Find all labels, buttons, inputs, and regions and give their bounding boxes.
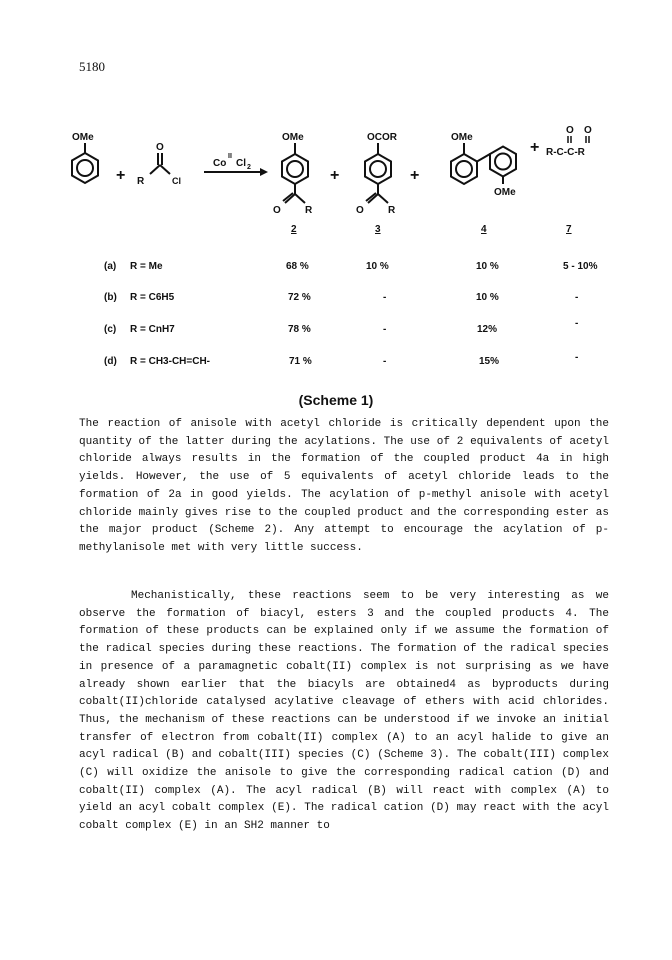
product-7-double-bonds [568,136,589,143]
product-3-ocor-label: OCOR [367,132,397,143]
row-b-yield-7: - [575,292,579,303]
anisole-structure [72,143,98,183]
product-2-ome-label: OMe [282,132,304,143]
product-7-number: 7 [566,224,572,235]
product-2-r: R [305,205,313,216]
product-3-oxygen: O [356,205,364,216]
reaction-scheme [0,0,672,410]
paragraph-2-text: Mechanistically, these reactions seem to be very interesting as we observe the formation of biacyl, esters 3 and the coupled products 4. The formation of these products can be explained only if we assume the formation of the radical species during these reactions. The formation of the radical species in presence of a paramagnetic cobalt(II) complex is not surprising as we have already shown earlier that the biacyls are obtained4 as byproducts during cobalt(II)chloride catalysed acylative cleavage of ethers with acid chlorides. Thus, the mechanism of these reactions can be understood if we invoke an initial transfer of electron from cobalt(II) complex (A) to an acyl halide to give an acyl radical (B) and cobalt(III) species (C) (Scheme 3). The cobalt(III) complex (C) will oxidize the anisole to give the corresponding radical cation (D) and cobalt(II) complex (A). The acyl radical (B) will react with complex (A) to yield an acyl cobalt complex (E). The radical cation (D) may react with the acyl cobalt complex (E) in an SH2 manner to [79,590,609,833]
row-a-yield-7: 5 - 10% [563,261,598,272]
row-c-yield-3: - [383,324,387,335]
plus-sign-4: + [530,139,540,156]
row-d-yield-2: 71 % [289,356,312,367]
page-number: 5180 [79,59,105,74]
row-d-label: (d) [104,356,117,367]
catalyst-cl: Cl [236,158,246,169]
paragraph-2 [79,588,609,836]
acyl-oxygen-label: O [156,142,164,153]
row-c-label: (c) [104,324,117,335]
product-7-formula: R-C-C-R [546,147,585,158]
product-2-structure [282,143,308,203]
product-4-ome-top: OMe [451,132,473,143]
row-d-yield-7: - [575,352,579,363]
plus-sign-2: + [330,167,340,184]
catalyst-subscript: 2 [247,164,251,171]
paragraph-1 [79,416,609,558]
product-2-number: 2 [291,224,297,235]
row-c-r: R = CnH7 [130,324,175,335]
row-b-r: R = C6H5 [130,292,175,303]
row-c-yield-4: 12% [477,324,498,335]
product-7-oxygen-1: O [566,125,574,136]
row-a-yield-2: 68 % [286,261,309,272]
acyl-r-label: R [137,176,145,187]
row-a-yield-3: 10 % [366,261,389,272]
paragraph-1-text: The reaction of anisole with acetyl chloride is critically dependent upon the quantity of the latter during the acylations. The use of 2 equivalents of acetyl chloride always results in the formation of the coupled product 4a in high yields. However, the use of 5 equivalents of acetyl chloride leads to the formation of 2a in good yields. The acylation of p-methyl anisole with acetyl chloride mainly gives rise to the coupled product and the corresponding ester as the major product (Scheme 2). Any attempt to encourage the acylation of p-methylanisole met with very little success. [79,418,609,554]
product-2-oxygen: O [273,205,281,216]
plus-sign-3: + [410,167,420,184]
scheme-drawing [0,0,672,410]
row-b-yield-4: 10 % [476,292,499,303]
product-4-ome-bottom: OMe [494,187,516,198]
row-b-yield-3: - [383,292,387,303]
acyl-cl-label: Cl [172,176,181,186]
product-7-oxygen-2: O [584,125,592,136]
row-b-label: (b) [104,292,117,303]
row-a-r: R = Me [130,261,163,272]
product-3-number: 3 [375,224,381,235]
scheme-caption: (Scheme 1) [298,392,374,408]
anisole-ome-label: OMe [72,132,94,143]
row-d-r: R = CH3-CH=CH- [130,356,211,367]
row-d-yield-3: - [383,356,387,367]
product-3-r: R [388,205,396,216]
acyl-chloride-structure [150,153,170,174]
row-a-yield-4: 10 % [476,261,499,272]
plus-sign-1: + [116,167,126,184]
product-4-structure [451,143,516,184]
row-a-label: (a) [104,261,117,272]
row-b-yield-2: 72 % [288,292,311,303]
product-4-number: 4 [481,224,487,235]
catalyst-co: Co [213,158,227,169]
row-c-yield-7: - [575,318,579,329]
product-3-structure [365,143,391,203]
catalyst-oxidation-state: II [228,153,232,160]
reaction-arrow [204,168,268,176]
row-d-yield-4: 15% [479,356,500,367]
row-c-yield-2: 78 % [288,324,311,335]
